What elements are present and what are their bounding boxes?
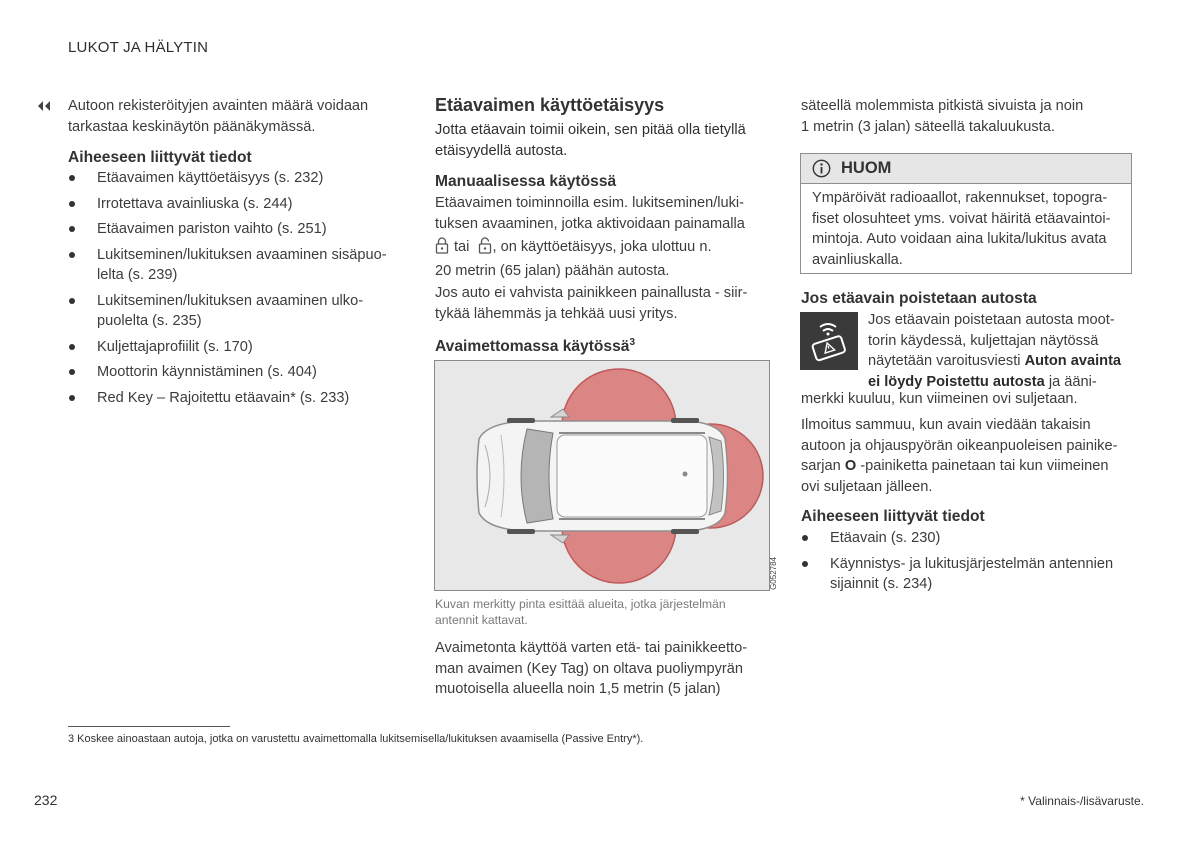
continued-text: säteellä molemmista pitkistä sivuista ja noin 1 metrin (3 jalan) säteellä takaluukusta. bbox=[801, 98, 1084, 135]
list-item[interactable]: Lukitseminen/lukituksen avaaminen ulko- puolelta (s. 235) bbox=[68, 291, 413, 332]
page-title: Etäavaimen käyttöetäisyys bbox=[435, 95, 665, 115]
figure-code: G052784 bbox=[769, 557, 778, 590]
list-item[interactable]: Etäavain (s. 230) bbox=[801, 528, 1141, 549]
related-list-2 bbox=[801, 528, 1141, 595]
keyless-heading: Avaimettomassa käytössä$^3$ bbox=[435, 337, 636, 356]
lock-icon bbox=[435, 237, 449, 261]
figure-caption: Kuvan merkitty pinta esittää alueita, jotka järjestelmän antennit kattavat. bbox=[435, 597, 726, 627]
list-item[interactable]: Kuljettajaprofiilit (s. 170) bbox=[68, 337, 413, 358]
manual-heading: Manuaalisessa käytössä bbox=[435, 173, 617, 190]
unlock-icon bbox=[478, 237, 492, 261]
page-number: 232 bbox=[34, 792, 58, 808]
keyless-text: Avaimetonta käyttöä varten etä- tai painikkeetto- man avaimen (Key Tag) on oltava puoliympyrän muotoisella alueella noin 1,5 metrin (5 jalan) bbox=[435, 640, 748, 697]
note-header bbox=[801, 154, 1131, 184]
footnote: 3 Koskee ainoastaan autoja, jotka on varustettu avaimettomalla lukitsemisella/lukituksen avaamisella (Passive Entry*). bbox=[68, 733, 644, 745]
notice-text: Ilmoitus sammuu, kun avain viedään takaisin autoon ja ohjauspyörän oikeanpuoleisen painike- sarjan O -painiketta painetaan tai kun viimeinen ovi suljetaan jälleen. bbox=[801, 417, 1118, 495]
list-item[interactable]: Etäavaimen pariston vaihto (s. 251) bbox=[68, 219, 413, 240]
list-item[interactable]: Moottorin käynnistäminen (s. 404) bbox=[68, 362, 413, 383]
related-list bbox=[68, 168, 413, 408]
note-text: Ympäröivät radioaallot, rakennukset, topogra- fiset olosuhteet yms. voivat häiritä etäavaintoi- mintoja. Auto voidaan aina lukita/lukitus avata avainliuskalla. bbox=[812, 190, 1111, 268]
note-box bbox=[800, 153, 1132, 274]
list-item[interactable]: Käynnistys- ja lukitusjärjestelmän antennien sijainnit (s. 234) bbox=[801, 554, 1141, 595]
related-heading: Aiheeseen liittyvät tiedot bbox=[68, 149, 252, 166]
retry-text: Jos auto ei vahvista painikkeen painallusta - siir- tykää lähemmäs ja tehkää uusi yritys. bbox=[435, 285, 748, 322]
info-icon bbox=[812, 159, 831, 183]
list-item[interactable]: Lukitseminen/lukituksen avaaminen sisäpuo- lelta (s. 239) bbox=[68, 245, 413, 286]
section-header: LUKOT JA HÄLYTIN bbox=[68, 39, 209, 56]
footnote-ref[interactable]: 3 bbox=[629, 337, 636, 348]
removed-heading: Jos etäavain poistetaan autosta bbox=[801, 290, 1037, 307]
key-warning-icon bbox=[800, 312, 858, 370]
list-item[interactable]: Etäavaimen käyttöetäisyys (s. 232) bbox=[68, 168, 413, 189]
footnote-divider bbox=[68, 726, 230, 727]
optional-equipment-note: * Valinnais-/lisävaruste. bbox=[1020, 794, 1144, 808]
title-intro: Jotta etäavain toimii oikein, sen pitää olla tietyllä etäisyydellä autosta. bbox=[435, 122, 746, 159]
range-figure bbox=[434, 360, 778, 591]
intro-text: Autoon rekisteröityjen avainten määrä voidaan tarkastaa keskinäytön päänäkymässä. bbox=[68, 98, 369, 135]
car-top-view-illustration bbox=[435, 361, 769, 590]
removed-text-wrapped: Jos etäavain poistetaan autosta moot- torin käydessä, kuljettajan näytössä näytetään varoitusviesti Auton avainta ei löydy Poistettu autosta ja ääni- bbox=[868, 312, 1122, 390]
note-title: HUOM bbox=[841, 159, 892, 177]
back-chevron-icon[interactable] bbox=[36, 99, 52, 111]
related-heading-2: Aiheeseen liittyvät tiedot bbox=[801, 508, 985, 525]
list-item[interactable]: Red Key – Rajoitettu etäavain* (s. 233) bbox=[68, 388, 413, 409]
removed-text-full: merkki kuuluu, kun viimeinen ovi suljetaan. bbox=[801, 391, 1078, 407]
list-item[interactable]: Irrotettava avainliuska (s. 244) bbox=[68, 194, 413, 215]
manual-text: Etäavaimen toiminnoilla esim. lukitseminen/luki- tuksen avaaminen, jotka aktivoidaan painamalla tai , on käyttöetäisyys, joka ulottuu n. 20 metrin (65 jalan) päähän autosta. bbox=[435, 195, 745, 279]
